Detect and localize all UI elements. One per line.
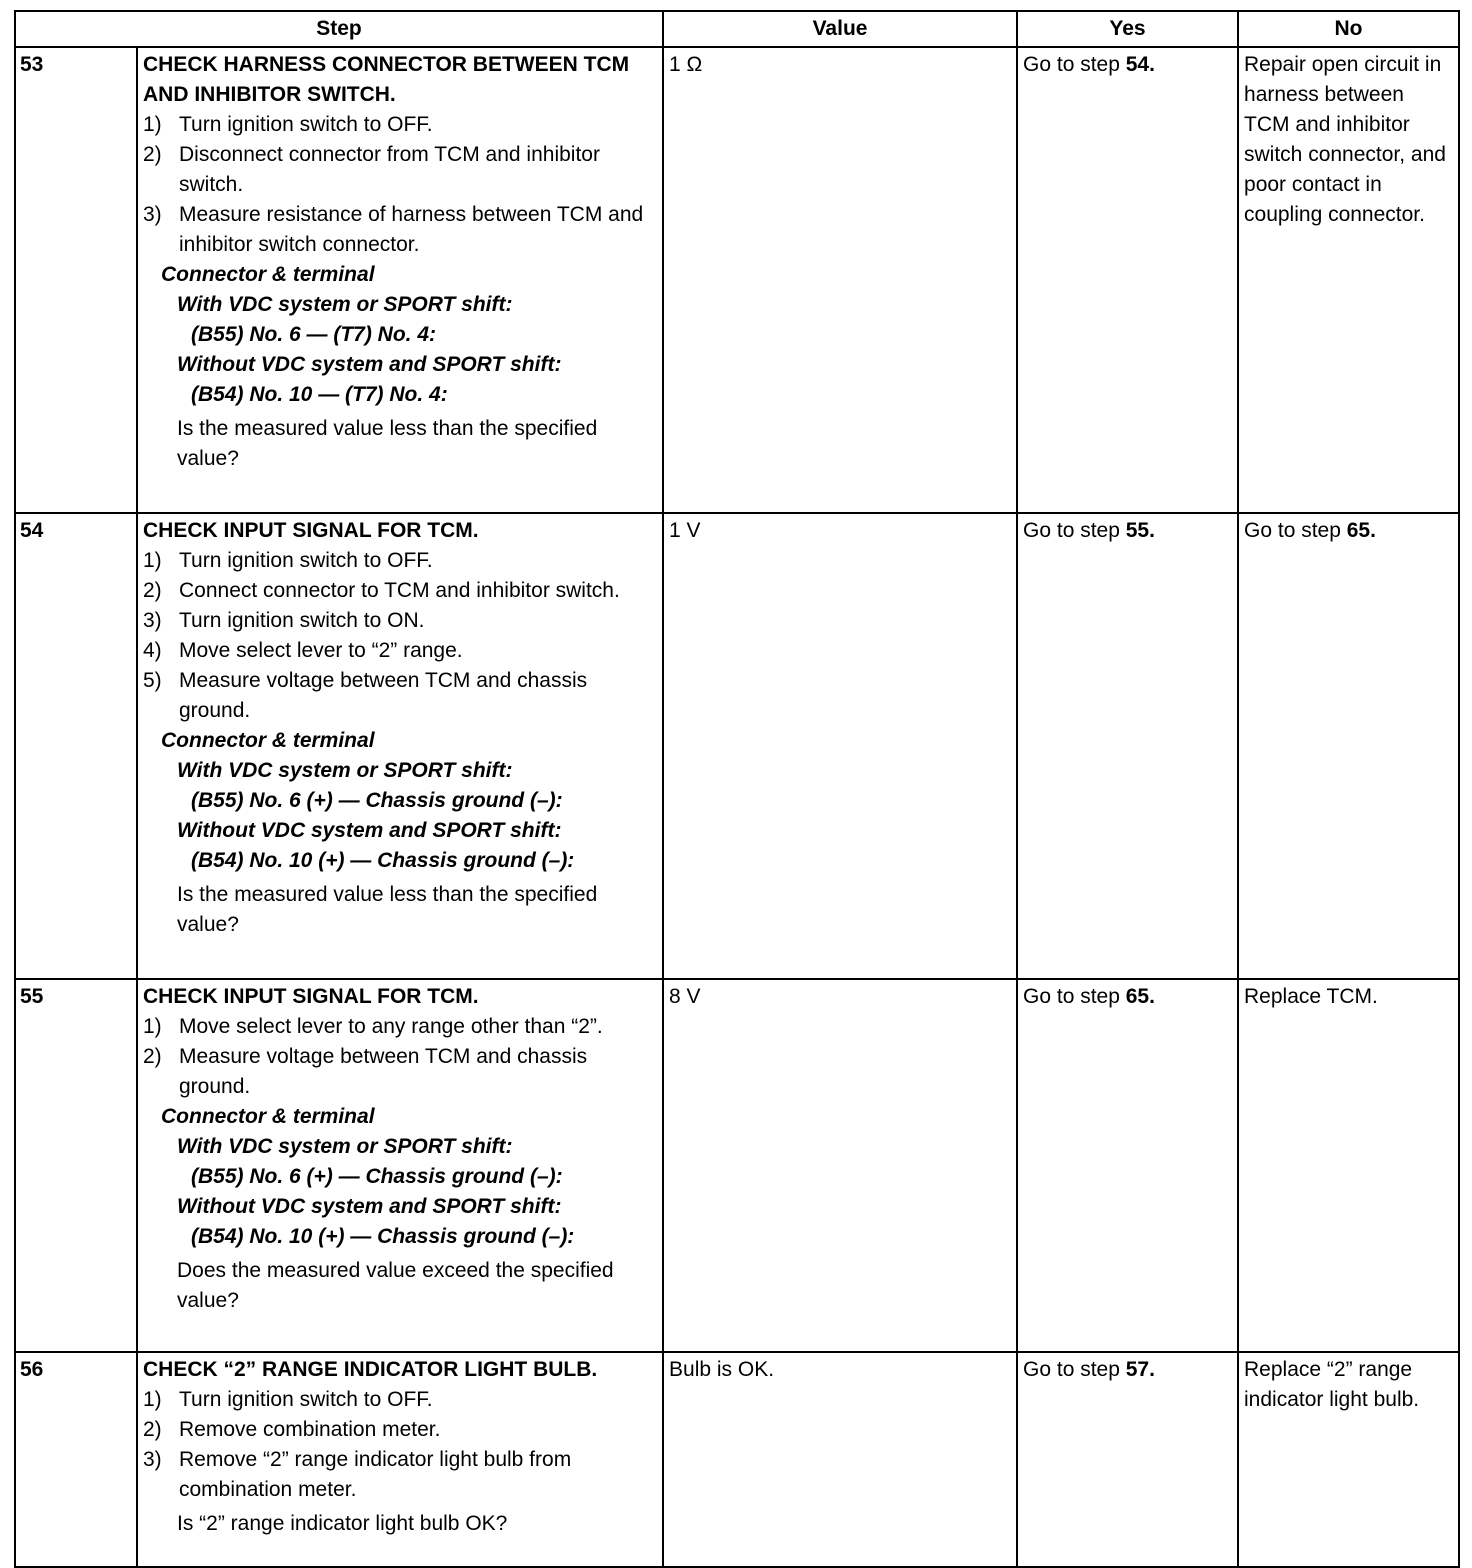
header-value: Value <box>663 11 1017 47</box>
header-step: Step <box>15 11 663 47</box>
no-action <box>1238 1352 1459 1567</box>
procedure-step-number: 1) <box>143 1388 162 1411</box>
diagnostic-table <box>14 10 1460 1568</box>
procedure-step <box>143 1012 658 1042</box>
procedure-step <box>143 606 658 636</box>
yes-step-ref: 55. <box>1125 519 1155 542</box>
connector-condition: With VDC system or SPORT shift: <box>177 759 513 782</box>
table-row <box>15 513 1459 979</box>
step-question: Does the measured value exceed the specified value? <box>177 1259 614 1312</box>
procedure-step <box>143 140 658 200</box>
connector-terminal: (B55) No. 6 (+) — Chassis ground (–): <box>191 1165 563 1188</box>
procedure-step-number: 2) <box>143 1418 162 1441</box>
procedure-step <box>143 546 658 576</box>
procedure-step <box>143 1385 658 1415</box>
procedure-step <box>143 1415 658 1445</box>
step-title: CHECK HARNESS CONNECTOR BETWEEN TCM AND INHIBITOR SWITCH. <box>143 53 630 106</box>
procedure-step-text: Measure voltage between TCM and chassis ground. <box>179 669 588 722</box>
table-row <box>15 1352 1459 1567</box>
yes-step-ref: 57. <box>1125 1358 1155 1381</box>
no-action-text: Replace “2” range indicator light bulb. <box>1244 1358 1420 1411</box>
yes-step-ref: 65. <box>1125 985 1155 1008</box>
connector-heading: Connector & terminal <box>161 1105 375 1128</box>
procedure-step-number: 2) <box>143 1045 162 1068</box>
procedure-step-text: Turn ignition switch to OFF. <box>179 549 433 572</box>
procedure-step <box>143 1042 658 1102</box>
procedure-step-text: Move select lever to any range other than “2”. <box>179 1015 603 1038</box>
step-description <box>137 47 663 513</box>
spec-value: 1 V <box>663 513 1017 979</box>
table-body <box>15 47 1459 1567</box>
step-number: 53 <box>15 47 137 513</box>
procedure-step <box>143 200 658 260</box>
procedure-step-text: Remove combination meter. <box>179 1418 441 1441</box>
step-number: 54 <box>15 513 137 979</box>
header-row <box>15 11 1459 47</box>
procedure-step-text: Remove “2” range indicator light bulb from combination meter. <box>179 1448 572 1501</box>
yes-action-text: Go to step <box>1023 1358 1126 1381</box>
procedure-step <box>143 666 658 726</box>
no-action-text: Replace TCM. <box>1244 985 1378 1008</box>
yes-action-text: Go to step <box>1023 53 1126 76</box>
no-action <box>1238 513 1459 979</box>
procedure-step-number: 2) <box>143 579 162 602</box>
no-action-text: Go to step <box>1244 519 1347 542</box>
procedure-step-text: Turn ignition switch to OFF. <box>179 113 433 136</box>
no-step-ref: 65. <box>1346 519 1376 542</box>
procedure-step <box>143 1445 658 1505</box>
procedure-step-number: 3) <box>143 203 162 226</box>
procedure-step-number: 2) <box>143 143 162 166</box>
diagnostic-table-page <box>14 10 1458 1568</box>
connector-condition: Without VDC system and SPORT shift: <box>177 819 562 842</box>
step-number: 56 <box>15 1352 137 1567</box>
connector-terminal: (B55) No. 6 (+) — Chassis ground (–): <box>191 789 563 812</box>
connector-terminal: (B54) No. 10 (+) — Chassis ground (–): <box>191 1225 575 1248</box>
yes-action <box>1017 1352 1238 1567</box>
procedure-step-text: Connect connector to TCM and inhibitor switch. <box>179 579 620 602</box>
procedure-step-text: Turn ignition switch to OFF. <box>179 1388 433 1411</box>
procedure-step-number: 1) <box>143 1015 162 1038</box>
yes-step-ref: 54. <box>1125 53 1155 76</box>
spec-value: 8 V <box>663 979 1017 1352</box>
yes-action-text: Go to step <box>1023 985 1126 1008</box>
procedure-step-number: 4) <box>143 639 162 662</box>
connector-terminal: (B54) No. 10 — (T7) No. 4: <box>191 383 448 406</box>
step-title: CHECK “2” RANGE INDICATOR LIGHT BULB. <box>143 1358 598 1381</box>
yes-action-text: Go to step <box>1023 519 1126 542</box>
procedure-step-text: Move select lever to “2” range. <box>179 639 463 662</box>
procedure-step-number: 1) <box>143 113 162 136</box>
procedure-step-text: Turn ignition switch to ON. <box>179 609 425 632</box>
procedure-step-number: 1) <box>143 549 162 572</box>
step-number: 55 <box>15 979 137 1352</box>
no-action <box>1238 979 1459 1352</box>
connector-terminal: (B55) No. 6 — (T7) No. 4: <box>191 323 437 346</box>
header-yes: Yes <box>1017 11 1238 47</box>
table-row <box>15 979 1459 1352</box>
spec-value: Bulb is OK. <box>663 1352 1017 1567</box>
procedure-step-number: 3) <box>143 1448 162 1471</box>
step-title: CHECK INPUT SIGNAL FOR TCM. <box>143 519 479 542</box>
step-description <box>137 979 663 1352</box>
step-question: Is the measured value less than the specified value? <box>177 417 598 470</box>
connector-condition: With VDC system or SPORT shift: <box>177 293 513 316</box>
no-action <box>1238 47 1459 513</box>
step-question: Is “2” range indicator light bulb OK? <box>177 1512 508 1535</box>
procedure-step <box>143 110 658 140</box>
step-title: CHECK INPUT SIGNAL FOR TCM. <box>143 985 479 1008</box>
connector-heading: Connector & terminal <box>161 729 375 752</box>
yes-action <box>1017 47 1238 513</box>
connector-condition: Without VDC system and SPORT shift: <box>177 1195 562 1218</box>
connector-condition: Without VDC system and SPORT shift: <box>177 353 562 376</box>
connector-heading: Connector & terminal <box>161 263 375 286</box>
procedure-step <box>143 576 658 606</box>
yes-action <box>1017 979 1238 1352</box>
procedure-step <box>143 636 658 666</box>
table-row <box>15 47 1459 513</box>
procedure-step-text: Measure resistance of harness between TCM and inhibitor switch connector. <box>179 203 644 256</box>
procedure-step-number: 3) <box>143 609 162 632</box>
procedure-step-text: Measure voltage between TCM and chassis ground. <box>179 1045 588 1098</box>
connector-condition: With VDC system or SPORT shift: <box>177 1135 513 1158</box>
procedure-step-text: Disconnect connector from TCM and inhibitor switch. <box>179 143 600 196</box>
step-description <box>137 513 663 979</box>
step-description <box>137 1352 663 1567</box>
spec-value: 1 Ω <box>663 47 1017 513</box>
connector-terminal: (B54) No. 10 (+) — Chassis ground (–): <box>191 849 575 872</box>
step-question: Is the measured value less than the specified value? <box>177 883 598 936</box>
no-action-text: Repair open circuit in harness between TCM and inhibitor switch connector, and poor contact in coupling connector. <box>1244 53 1446 226</box>
procedure-step-number: 5) <box>143 669 162 692</box>
yes-action <box>1017 513 1238 979</box>
header-no: No <box>1238 11 1459 47</box>
